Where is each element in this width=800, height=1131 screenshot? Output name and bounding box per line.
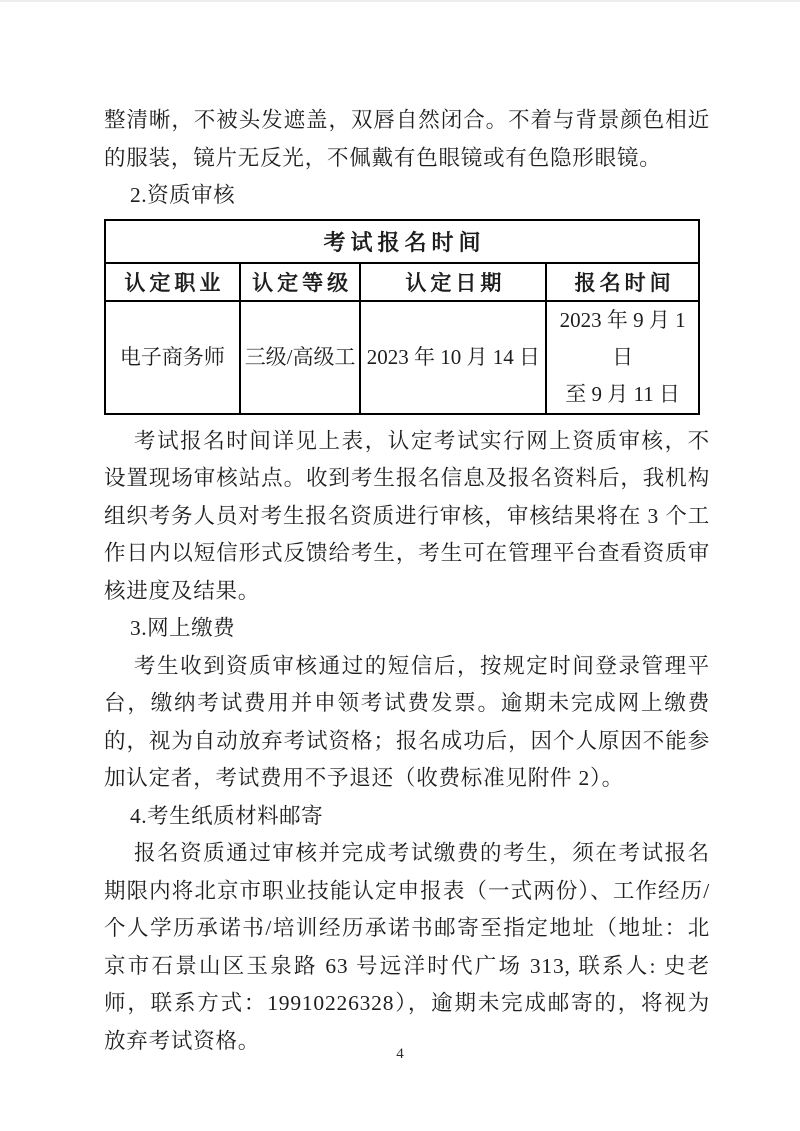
registration-time-line1: 2023 年 9 月 1 日 (559, 307, 686, 369)
cell-level: 三级/高级工 (240, 301, 361, 414)
page-number: 4 (396, 1046, 404, 1062)
heading-online-payment: 3.网上缴费 (130, 616, 236, 640)
registration-time-line2: 至 9 月 11 日 (565, 381, 681, 406)
paragraph-review-process: 考试报名时间详见上表，认定考试实行网上资质审核，不设置现场审核站点。收到考生报名信息及报名资料后，我机构组织考务人员对考生报名资质进行审核，审核结果将在 3 个工作日内以短信形式反馈给考生，考生可在管理平台查看资质审核进度及结果。 (104, 428, 710, 603)
column-header-registration-time: 报名时间 (546, 263, 699, 301)
heading-qualification-review: 2.资质审核 (130, 183, 236, 207)
column-header-occupation: 认定职业 (105, 263, 240, 301)
paragraph-photo-requirements: 整清晰，不被头发遮盖，双唇自然闭合。不着与背景颜色相近的服装，镜片无反光，不佩戴有色眼镜或有色隐形眼镜。 (104, 108, 710, 170)
table-title: 考试报名时间 (105, 220, 699, 263)
exam-registration-table (104, 219, 700, 415)
cell-occupation: 电子商务师 (105, 301, 240, 414)
paragraph-mail-materials: 报名资质通过审核并完成考试缴费的考生，须在考试报名期限内将北京市职业技能认定申报表（一式两份）、工作经历/个人学历承诺书/培训经历承诺书邮寄至指定地址（地址：北京市石景山区玉泉路 63 号远洋时代广场 313, 联系人: 史老师，联系方式：19910226328），逾期未完成邮寄的，将视为放弃考试资格。 (104, 841, 710, 1053)
cell-assessment-date: 2023 年 10 月 14 日 (360, 301, 546, 414)
cell-registration-time (546, 301, 699, 414)
paragraph-online-payment: 考生收到资质审核通过的短信后，按规定时间登录管理平台，缴纳考试费用并申领考试费发票。逾期未完成网上缴费的，视为自动放弃考试资格；报名成功后，因个人原因不能参加认定者，考试费用不予退还（收费标准见附件 2）。 (104, 653, 710, 790)
column-header-assessment-date: 认定日期 (360, 263, 546, 301)
column-header-level: 认定等级 (240, 263, 361, 301)
table-header-row (105, 263, 699, 301)
heading-mail-materials: 4.考生纸质材料邮寄 (130, 803, 324, 828)
table-data-row (105, 301, 699, 414)
table-title-row (105, 220, 699, 263)
